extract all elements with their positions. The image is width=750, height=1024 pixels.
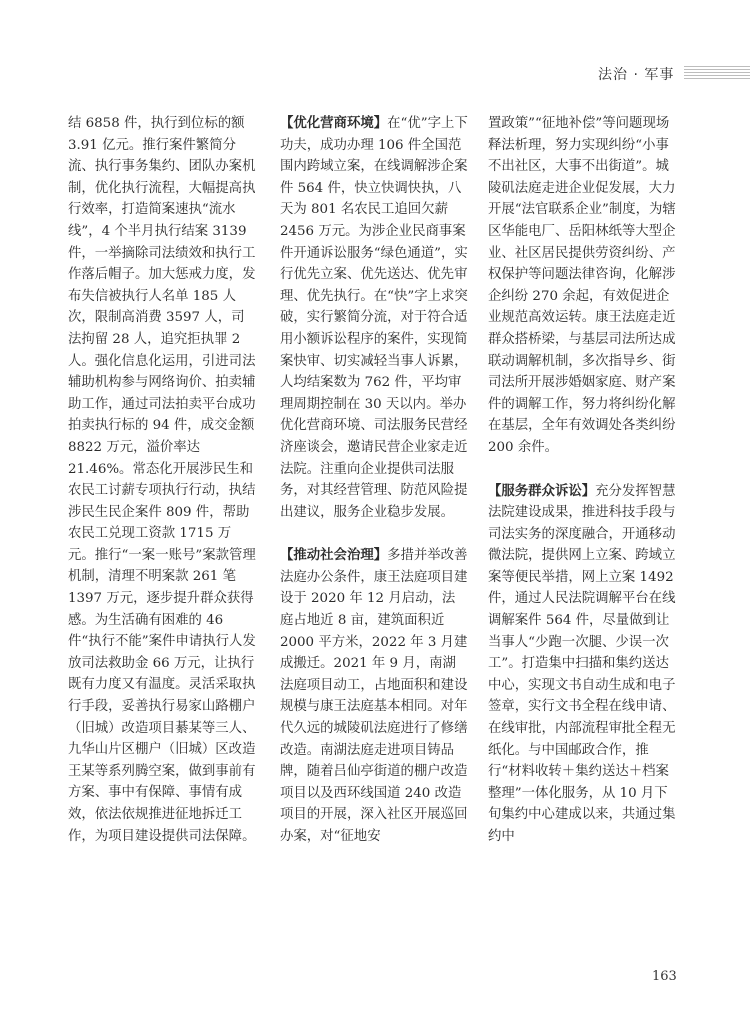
section-optimize-business-environment: [280, 113, 468, 523]
section-gap: [280, 523, 468, 545]
text-column-1: [68, 113, 256, 847]
section-heading: 【服务群众诉讼】: [488, 483, 596, 499]
paragraph: 结 6858 件，执行到位标的额 3.91 亿元。推行案件繁简分流、执行事务集约、团队办案机制，优化执行流程，大幅提高执行效率，打造简案速执“流水线”，4 个半月执行结案 3139 件，一举摘除司法绩效和执行工作落后帽子。加大惩戒力度，发布失信被执行人名单 185 人次，限制高消费 3597 人，司法拘留 28 人，追究拒执罪 2 人。强化信息化运用，引进司法辅助机构参与网络询价、拍卖辅助工作，通过司法拍卖平台成功拍卖执行标的 94 件，成交金额 8822 万元，溢价率达 21.46%。常态化开展涉民生和农民工讨薪专项执行行动，执结涉民生民企案件 809 件，帮助农民工兑现工资款 1715 万元。推行“一案一账号”案款管理机制，清理不明案款 261 笔 1397 万元，逐步提升群众获得感。为生活确有困难的 46 件“执行不能”案件申请执行人发放司法救助金 66 万元，让执行既有力度又有温度。灵活采取执行手段，妥善执行易家山路棚户（旧城）改造项目綦某等三人、九华山片区棚户（旧城）区改造王某等系列腾空案，做到事前有方案、事中有保障、事情有成效，依法依规推进征地拆迁工作，为项目建设提供司法保障。: [68, 116, 256, 844]
section-body: 充分发挥智慧法院建设成果，推进科技手段与司法实务的深度融合，开通移动微法院，提供网上立案、跨域立案等便民举措，网上立案 1492 件，通过人民法院调解平台在线调解案件 564 件，尽量做到让当事人“少跑一次腿、少误一次工”。打造集中扫描和集约送达中心，实现文书自动生成和电子签章，实行文书全程在线申请、在线审批，内部流程审批全程无纸化。与中国邮政合作，推行“材料收转＋集约送达＋档案整理”一体化服务，从 10 月下旬集约中心建成以来，共通过集约中: [488, 483, 676, 844]
running-header: [0, 58, 750, 86]
section-body: 多措并举改善法庭办公条件，康王法庭项目建设于 2020 年 12 月启动，法庭占地近 8 亩，建筑面积近 2000 平方米，2022 年 3 月建成搬迁。2021 年 9 月，南湖法庭项目动工，占地面积和建设规模与康王法庭基本相同。对年代久远的城陵矶法庭进行了修缮改造。南湖法庭走进项目铸品牌，随着吕仙亭街道的棚户改造项目以及西环线国道 240 改造项目的开展，深入社区开展巡回办案，对“征地安: [280, 548, 468, 844]
header-decoration-lines: [684, 66, 750, 80]
section-body: 在“优”字上下功夫，成功办理 106 件全国范围内跨域立案，在线调解涉企案件 564 件，快立快调快执，八天为 801 名农民工追回欠薪 2456 万元。为涉企业民商事案件开通诉讼服务“绿色通道”，实行优先立案、优先送达、优先审理、优先执行。在“快”字上求突破，实行繁简分流，对于符合适用小额诉讼程序的案件，实现简案快审、切实减轻当事人诉累，人均结案数为 762 件，平均审理周期控制在 30 天以内。举办优化营商环境、司法服务民营经济座谈会，邀请民营企业家走近法院。注重向企业提供司法服务，对其经营管理、防范风险提出建议，服务企业稳步发展。: [280, 116, 468, 520]
section-social-governance: [280, 545, 468, 847]
section-title: 法治 · 军事: [598, 67, 675, 83]
section-heading: 【推动社会治理】: [280, 548, 388, 564]
text-column-2: [280, 113, 468, 848]
page-number: 163: [652, 969, 677, 984]
section-serve-public-litigation: [488, 481, 676, 848]
text-column-3: [488, 113, 676, 848]
section-heading: 【优化营商环境】: [280, 116, 388, 131]
paragraph: 置政策”“征地补偿”等问题现场释法析理，努力实现纠纷“小事不出社区，大事不出街道”。城陵矶法庭走进企业促发展，大力开展“法官联系企业”制度，为辖区华能电厂、岳阳林纸等大型企业、社区居民提供劳资纠纷、产权保护等问题法律咨询，化解涉企纠纷 270 余起，有效促进企业规范高效运转。康王法庭走近群众搭桥梁，与基层司法所达成联动调解机制，多次指导乡、街司法所开展涉婚姻家庭、财产案件的调解工作，努力将纠纷化解在基层，全年有效调处各类纠纷 200 余件。: [488, 116, 676, 455]
section-gap: [488, 459, 676, 481]
